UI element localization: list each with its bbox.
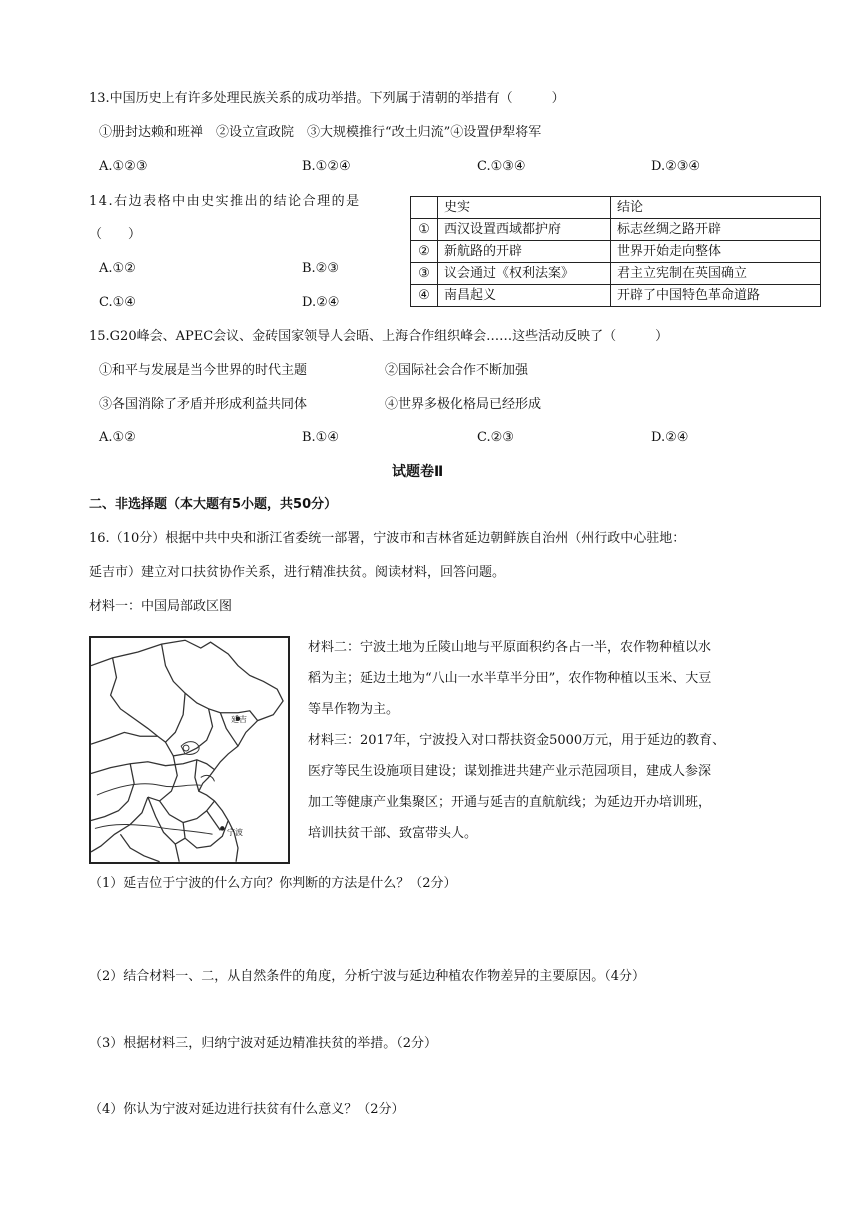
table-cell: ④ <box>411 285 438 307</box>
q14-option-c: C.①④ <box>99 295 136 310</box>
table-cell: 西汉设置西域都护府 <box>438 219 611 241</box>
table-header-cell: 史实 <box>438 197 611 219</box>
q14-option-b: B.②③ <box>302 261 339 276</box>
q16-material3-line3: 加工等健康产业集聚区；开通与延吉的直航航线；为延边开办培训班， <box>308 795 712 810</box>
q16-stem-line1: 16.（10分）根据中共中央和浙江省委统一部署，宁波市和吉林省延边朝鲜族自治州（州行政中心驻地： <box>89 531 686 546</box>
q15-option-d: D.②④ <box>651 430 689 445</box>
section-title: 试题卷Ⅱ <box>392 464 444 480</box>
table-cell: 议会通过《权利法案》 <box>438 263 611 285</box>
q16-material2-line1: 材料二：宁波土地为丘陵山地与平原面积约各占一半，农作物种植以水 <box>308 640 712 655</box>
table-cell: 君主立宪制在英国确立 <box>611 263 821 285</box>
q13-stem: 13.中国历史上有许多处理民族关系的成功举措。下列属于清朝的举措有（ ） <box>89 91 565 106</box>
table-cell: ① <box>411 219 438 241</box>
q15-item-2: ②国际社会合作不断加强 <box>385 363 529 378</box>
q16-sub-question-3: （3）根据材料三，归纳宁波对延边精准扶贫的举措。（2分） <box>89 1036 438 1051</box>
table-header-cell <box>411 197 438 219</box>
q15-item-1: ①和平与发展是当今世界的时代主题 <box>99 363 308 378</box>
q14-option-a: A.①② <box>99 261 136 276</box>
q15-item-4: ④世界多极化格局已经形成 <box>385 397 542 412</box>
table-cell: 世界开始走向整体 <box>611 241 821 263</box>
q16-material3-line4: 培训扶贫干部、致富带头人。 <box>308 826 478 841</box>
q14-option-d: D.②④ <box>302 295 340 310</box>
table-header-row <box>411 197 821 219</box>
q15-stem: 15.G20峰会、APEC会议、金砖国家领导人会晤、上海合作组织峰会……这些活动反映了（ ） <box>89 329 669 344</box>
q15-option-b: B.①④ <box>302 430 339 445</box>
q14-history-table <box>410 196 821 307</box>
q15-option-a: A.①② <box>99 430 136 445</box>
q16-sub-question-4: （4）你认为宁波对延边进行扶贫有什么意义？（2分） <box>89 1102 405 1117</box>
table-header-cell: 结论 <box>611 197 821 219</box>
q14-stem: 14.右边表格中由史实推出的结论合理的是 <box>89 194 361 209</box>
table-cell: 南昌起义 <box>438 285 611 307</box>
table-cell: 标志丝绸之路开辟 <box>611 219 821 241</box>
map-drawing <box>91 638 288 862</box>
china-partial-map <box>89 636 290 864</box>
q13-option-a: A.①②③ <box>99 159 148 174</box>
map-label-yanji: 延吉 <box>231 715 247 724</box>
table-row <box>411 241 821 263</box>
q14-stem-paren: （ ） <box>89 227 142 242</box>
q16-material2-line2: 稻为主；延边土地为“八山一水半草半分田”，农作物种植以玉米、大豆 <box>308 671 712 686</box>
table-row <box>411 263 821 285</box>
q13-option-d: D.②③④ <box>651 159 701 174</box>
q16-sub-question-1: （1）延吉位于宁波的什么方向？你判断的方法是什么？（2分） <box>89 876 457 891</box>
q13-option-b: B.①②④ <box>302 159 351 174</box>
table-cell: 新航路的开辟 <box>438 241 611 263</box>
q16-material3-line2: 医疗等民生设施项目建设；谋划推进共建产业示范园项目，建成人参深 <box>308 764 712 779</box>
part-two-heading: 二、非选择题（本大题有5小题，共50分） <box>89 497 338 512</box>
q16-material3-line1: 材料三：2017年，宁波投入对口帮扶资金5000万元，用于延边的教育、 <box>308 733 726 748</box>
table-cell: ③ <box>411 263 438 285</box>
table-row <box>411 285 821 307</box>
table-cell: 开辟了中国特色革命道路 <box>611 285 821 307</box>
q13-items: ①册封达赖和班禅 ②设立宣政院 ③大规模推行“改土归流”④设置伊犁将军 <box>99 125 542 140</box>
q16-stem-line2: 延吉市）建立对口扶贫协作关系，进行精准扶贫。阅读材料，回答问题。 <box>89 565 506 580</box>
q15-option-c: C.②③ <box>477 430 514 445</box>
q15-item-3: ③各国消除了矛盾并形成利益共同体 <box>99 397 308 412</box>
table-row <box>411 219 821 241</box>
q16-sub-question-2: （2）结合材料一、二，从自然条件的角度，分析宁波与延边种植农作物差异的主要原因。（4分） <box>89 969 646 984</box>
table-cell: ② <box>411 241 438 263</box>
map-label-ningbo: 宁波 <box>227 828 243 837</box>
q16-material1-caption: 材料一：中国局部政区图 <box>89 599 233 614</box>
q16-material2-line3: 等旱作物为主。 <box>308 702 400 717</box>
q13-option-c: C.①③④ <box>477 159 526 174</box>
